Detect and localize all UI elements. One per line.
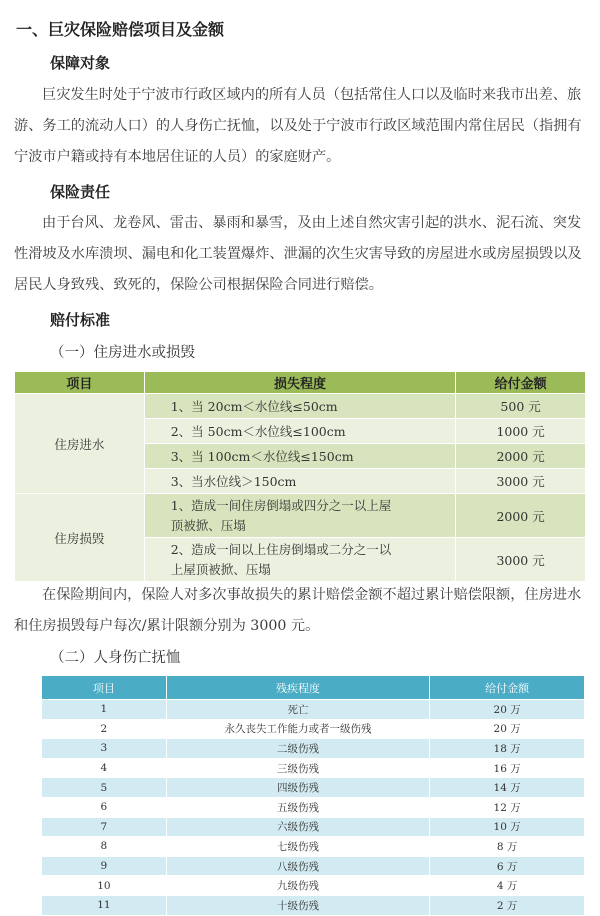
header-item: 项目	[15, 372, 145, 394]
amount-cell: 500 元	[456, 394, 586, 419]
amount-cell: 2000 元	[456, 494, 586, 538]
table-row	[42, 700, 585, 720]
table-row	[42, 778, 585, 798]
header-amount: 给付金额	[430, 676, 585, 700]
no-cell: 4	[42, 758, 167, 778]
housing-subheading: （一）住房进水或损毁	[50, 345, 195, 361]
degree-cell: 二级伤残	[166, 739, 430, 759]
amount-cell: 3000 元	[456, 538, 586, 582]
degree-cell: 五级伤残	[166, 797, 430, 817]
degree-cell: 永久丧失工作能力或者一级伤残	[166, 719, 430, 739]
standard-heading: 赔付标准	[50, 311, 111, 329]
table-row	[42, 719, 585, 739]
degree-cell: 七级伤残	[166, 837, 430, 857]
amount-cell: 2000 元	[456, 444, 586, 469]
table-row	[42, 876, 585, 896]
liability-paragraph	[14, 208, 594, 301]
degree-cell: 八级伤残	[166, 856, 430, 876]
amount-cell: 6 万	[430, 856, 585, 876]
header-degree: 损失程度	[144, 372, 455, 394]
header-degree: 残疾程度	[166, 676, 430, 700]
coverage-text: 巨灾发生时处于宁波市行政区域内的所有人员（包括常住人口以及临时来我市出差、旅游、务工的流动人口）的人身伤亡抚恤，以及处于宁波市行政区域范围内常住居民（指拥有宁波市户籍或持有本地居住证的人员）的家庭财产。	[14, 87, 582, 165]
degree-cell: 1、当 20cm＜水位线≤50cm	[144, 394, 455, 419]
degree-line: 顶被掀、压塌	[170, 517, 246, 533]
degree-cell: 2、当 50cm＜水位线≤100cm	[144, 419, 455, 444]
no-cell: 6	[42, 797, 167, 817]
table-row	[42, 895, 585, 915]
no-cell: 11	[42, 895, 167, 915]
degree-line: 上屋顶被掀、压塌	[170, 561, 271, 577]
no-cell: 9	[42, 856, 167, 876]
housing-note	[14, 580, 594, 642]
coverage-paragraph	[14, 80, 594, 173]
amount-cell: 4 万	[430, 876, 585, 896]
degree-cell	[144, 494, 455, 538]
degree-cell: 死亡	[166, 700, 430, 720]
degree-cell	[144, 538, 455, 582]
coverage-heading: 保障对象	[50, 54, 111, 72]
header-item: 项目	[42, 676, 167, 700]
no-cell: 8	[42, 837, 167, 857]
table-row	[42, 817, 585, 837]
table-row	[42, 758, 585, 778]
housing-table	[14, 371, 586, 582]
amount-cell: 18 万	[430, 739, 585, 759]
casualty-subheading: （二）人身伤亡抚恤	[50, 650, 181, 666]
degree-line: 2、造成一间以上住房倒塌或二分之一以	[170, 541, 392, 557]
degree-cell: 十级伤残	[166, 895, 430, 915]
amount-cell: 14 万	[430, 778, 585, 798]
amount-cell: 12 万	[430, 797, 585, 817]
housing-note-text: 在保险期间内，保险人对多次事故损失的累计赔偿金额不超过累计赔偿限额，住房进水和住房损毁每户每次/累计限额分别为 3000 元。	[14, 587, 582, 634]
degree-cell: 四级伤残	[166, 778, 430, 798]
degree-cell: 3、当 100cm＜水位线≤150cm	[144, 444, 455, 469]
amount-cell: 20 万	[430, 700, 585, 720]
degree-line: 1、造成一间住房倒塌或四分之一以上屋	[170, 497, 392, 513]
table-row	[15, 494, 586, 538]
no-cell: 3	[42, 739, 167, 759]
degree-cell: 九级伤残	[166, 876, 430, 896]
table-row	[42, 856, 585, 876]
amount-cell: 8 万	[430, 837, 585, 857]
table-row	[42, 837, 585, 857]
group-name-damage: 住房损毁	[15, 494, 145, 582]
casualty-table	[41, 675, 585, 916]
table-row	[42, 797, 585, 817]
casualty-header-row	[42, 676, 585, 700]
no-cell: 10	[42, 876, 167, 896]
amount-cell: 16 万	[430, 758, 585, 778]
table-row	[42, 739, 585, 759]
degree-cell: 三级伤残	[166, 758, 430, 778]
degree-cell: 六级伤残	[166, 817, 430, 837]
amount-cell: 3000 元	[456, 469, 586, 494]
housing-header-row	[15, 372, 586, 394]
liability-heading: 保险责任	[50, 183, 111, 201]
amount-cell: 20 万	[430, 719, 585, 739]
amount-cell: 2 万	[430, 895, 585, 915]
amount-cell: 1000 元	[456, 419, 586, 444]
amount-cell: 10 万	[430, 817, 585, 837]
degree-cell: 3、当水位线＞150cm	[144, 469, 455, 494]
header-amount: 给付金额	[456, 372, 586, 394]
group-name-flooding: 住房进水	[15, 394, 145, 494]
no-cell: 2	[42, 719, 167, 739]
no-cell: 1	[42, 700, 167, 720]
no-cell: 7	[42, 817, 167, 837]
table-row	[15, 394, 586, 419]
no-cell: 5	[42, 778, 167, 798]
liability-text: 由于台风、龙卷风、雷击、暴雨和暴雪，及由上述自然灾害引起的洪水、泥石流、突发性滑坡及水库溃坝、漏电和化工装置爆炸、泄漏的次生灾害导致的房屋进水或房屋损毁以及居民人身致残、致死的，保险公司根据保险合同进行赔偿。	[14, 215, 582, 293]
section-title: 一、巨灾保险赔偿项目及金额	[16, 20, 225, 39]
